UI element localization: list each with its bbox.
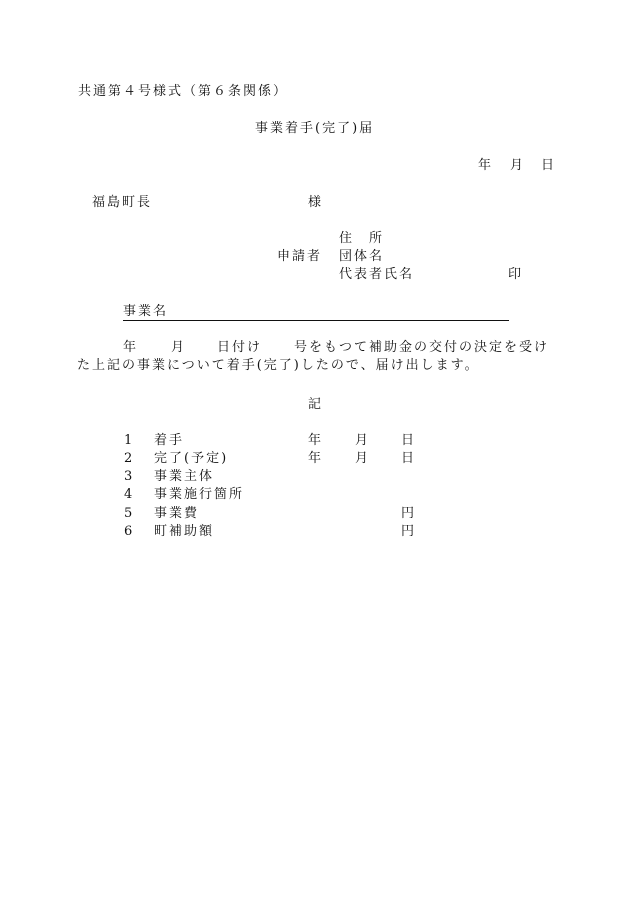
page-title: 事業着手(完了)届 (255, 121, 375, 136)
item-label: 事業施行箇所 (154, 487, 245, 502)
project-name-label: 事業名 (123, 304, 169, 319)
applicant-representative-label: 代表者氏名 (339, 267, 415, 282)
item-label: 完了(予定) (154, 451, 229, 466)
note-heading: 記 (308, 397, 324, 412)
item-number: 5 (124, 506, 135, 521)
item-number: 6 (124, 524, 135, 539)
item-day: 日 (401, 451, 417, 466)
item-unit: 円 (401, 524, 417, 539)
item-year: 年 (308, 433, 324, 448)
addressee-honorific: 様 (308, 195, 324, 210)
applicant-label: 申請者 (277, 249, 323, 264)
body-day-dated: 日付け (217, 340, 263, 355)
body-line2: た上記の事業について着手(完了)したので、届け出します。 (77, 358, 480, 373)
applicant-organization-label: 団体名 (339, 249, 385, 264)
body-line1-rest: 号をもつて補助金の交付の決定を受け (294, 340, 550, 355)
date-day: 日 (541, 158, 557, 173)
item-number: 1 (124, 433, 135, 448)
date-year: 年 (478, 158, 494, 173)
form-id: 共通第４号様式（第６条関係） (78, 84, 289, 99)
addressee-name: 福島町長 (92, 195, 153, 210)
item-label: 事業主体 (154, 469, 215, 484)
item-unit: 円 (401, 506, 417, 521)
project-name-underline (123, 320, 509, 321)
item-number: 3 (124, 469, 135, 484)
item-number: 2 (124, 451, 135, 466)
item-year: 年 (308, 451, 324, 466)
item-label: 町補助額 (154, 524, 215, 539)
body-month: 月 (171, 340, 187, 355)
item-month: 月 (355, 433, 371, 448)
item-month: 月 (355, 451, 371, 466)
body-year: 年 (123, 340, 139, 355)
item-label: 着手 (154, 433, 185, 448)
item-label: 事業費 (154, 506, 200, 521)
seal-mark: 印 (508, 267, 524, 282)
date-month: 月 (510, 158, 526, 173)
item-number: 4 (124, 487, 135, 502)
applicant-address-label: 住 所 (339, 231, 385, 246)
item-day: 日 (401, 433, 417, 448)
